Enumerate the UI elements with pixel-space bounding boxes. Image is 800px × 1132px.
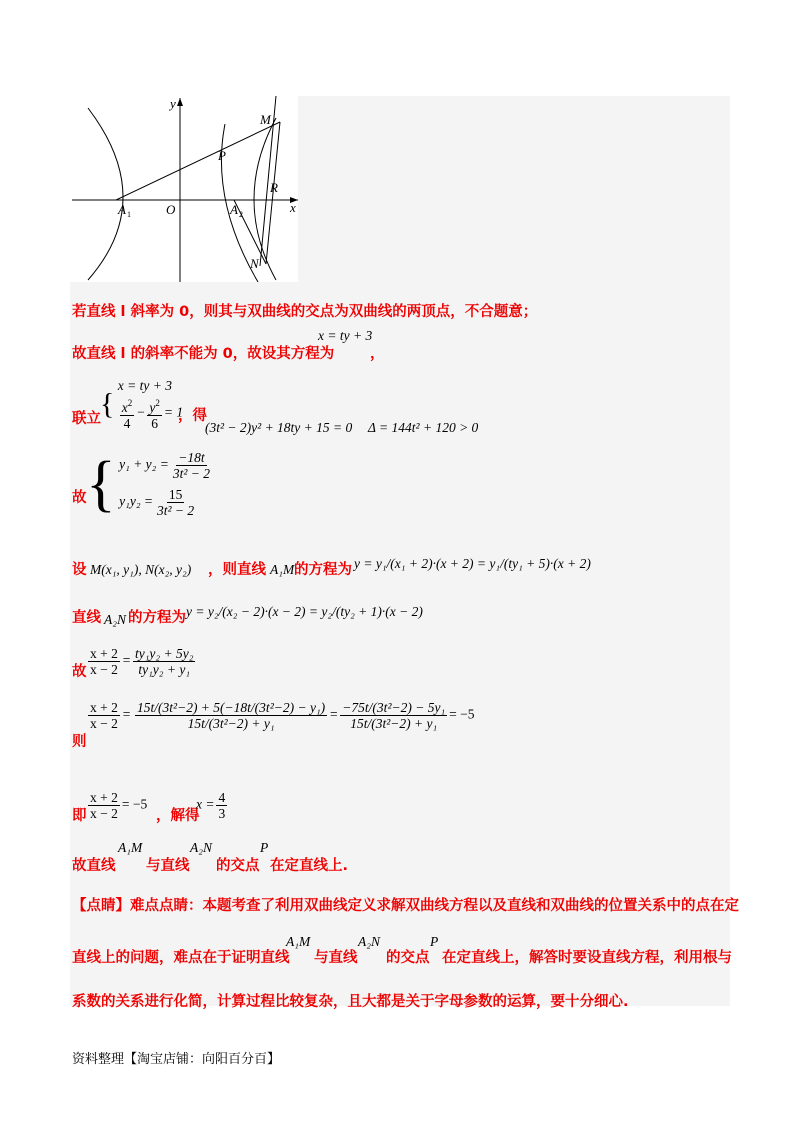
line-7-prefix: 故 xyxy=(72,664,87,680)
line-2-end: ， xyxy=(370,346,385,362)
vieta-sum: y₁ + y₂ = $\frac{-18t}{\text{3t² − 2}}$ xyxy=(119,450,211,481)
line-9-equation: $\frac{x + 2}{x - 2}$ = −5 xyxy=(90,790,148,821)
line-3-result: (3t² − 2)y² + 18ty + 15 = 0 xyxy=(205,420,353,435)
comment-line-2d: A₂N xyxy=(358,934,380,949)
label-m: M xyxy=(260,112,271,127)
comment-line-3: 系数的关系进行化简，计算过程比较复杂，且大都是关于字母参数的运算，要十分细心. xyxy=(72,994,629,1010)
footer-note: 资料整理【淘宝店铺：向阳百分百】 xyxy=(72,1052,281,1067)
system-1-eq2: $\frac{x^2}{4}$ − $\frac{y^2}{6}$ = 1 xyxy=(121,398,184,431)
line-2-equation: x = ty + 3 xyxy=(318,328,373,343)
label-a1-sub: 1 xyxy=(127,210,131,219)
label-o: O xyxy=(166,202,176,217)
line-8-equation: $\frac{x + 2}{x - 2}$ = $\frac{\text{15t/(3t²−2) + 5(−18t/(3t²−2) − y₁)}}{\text{15t/(3t²−2) + y₁}}$ = $\frac{\text{−75t/(3t²−2) − 5y₁}}{\text{15t/(3t²−2) + y₁}}$ = −5 xyxy=(90,700,475,731)
line-5-mid: ，则直线 xyxy=(208,562,266,578)
line-6-line: A₂N xyxy=(104,612,126,627)
label-y: y xyxy=(170,96,176,111)
line-2 xyxy=(72,342,334,363)
label-p: P xyxy=(218,148,226,163)
line-3-delta: Δ = 144t² + 120 > 0 xyxy=(368,420,479,435)
line-7-equation: $\frac{x + 2}{x - 2}$ = $\frac{\text{ty₁y₂ + 5y₂}}{\text{ty₁y₂ + y₁}}$ xyxy=(90,646,194,677)
line-10-e: 的交点 xyxy=(216,858,260,874)
line-6-prefix: 直线 xyxy=(72,610,101,626)
left-branch xyxy=(88,108,123,280)
label-a2: A xyxy=(230,202,238,217)
comment-line-2b: A₁M xyxy=(286,934,311,949)
line-5-prefix: 设 xyxy=(72,562,87,578)
label-x: x xyxy=(290,200,296,215)
label-n: N xyxy=(250,256,259,271)
line-6-equation: y = y₂/(x₂ − 2)·(x − 2) = y₂/(ty₂ + 1)·(x − 2) xyxy=(186,604,423,619)
system-1-eq1: x = ty + 3 xyxy=(117,378,172,393)
line-4-prefix: 故 xyxy=(72,490,87,506)
label-r: R xyxy=(270,180,278,195)
comment-line-2f: P xyxy=(430,934,439,949)
hyperbola-figure xyxy=(70,96,298,282)
line-10-b: A₁M xyxy=(118,840,143,855)
line-9-solution: x = $\frac{4}{3}$ xyxy=(196,790,226,821)
line-10-f: P xyxy=(260,840,269,855)
hyperbola-graph xyxy=(70,96,298,282)
y-axis-arrow xyxy=(177,98,183,106)
line-8-prefix: 则 xyxy=(72,734,87,750)
line-9-prefix: 即 xyxy=(72,808,87,824)
line-6-post: 的方程为 xyxy=(128,610,186,626)
system-1: { x = ty + 3 $\frac{x^2}{4}$ − $\frac{y^2}{6}$ = 1 xyxy=(100,378,184,431)
line-10-a: 故直线 xyxy=(72,858,116,874)
line-1: 若直线 l 斜率为 0，则其与双曲线的交点为双曲线的两顶点，不合题意； xyxy=(72,304,538,320)
label-a1: A xyxy=(118,202,126,217)
comment-p1: 难点点睛：本题考查了利用双曲线定义求解双曲线方程以及直线和双曲线的位置关系中的点在定 xyxy=(130,898,739,914)
label-a2-sub: 2 xyxy=(239,210,243,219)
comment-line-2a: 直线上的问题，难点在于证明直线 xyxy=(72,950,290,966)
line-a1m xyxy=(116,122,280,200)
line-3-mid: ，得 xyxy=(178,408,207,424)
line-9-mid: ，解得 xyxy=(156,808,200,824)
comment-line-2g: 在定直线上，解答时要设直线方程，利用根与 xyxy=(442,950,732,966)
line-2-text: 故直线 l 的斜率不能为 0，故设其方程为 xyxy=(72,346,335,362)
comment-line-2c: 与直线 xyxy=(314,950,358,966)
comment-line-2e: 的交点 xyxy=(386,950,430,966)
line-5-post: 的方程为 xyxy=(294,562,352,578)
line-5-points: M(x₁, y₁), N(x₂, y₂) xyxy=(90,562,192,577)
vieta-system: { y₁ + y₂ = $\frac{-18t}{\text{3t² − 2}}$ y₁y₂ = $\frac{15}{\text{3t² − 2}}$ xyxy=(86,450,214,518)
vieta-product: y₁y₂ = $\frac{15}{\text{3t² − 2}}$ xyxy=(119,487,195,518)
line-10-d: A₂N xyxy=(190,840,212,855)
line-10-c: 与直线 xyxy=(146,858,190,874)
line-3-prefix: 联立 xyxy=(72,411,101,427)
line-10-g: 在定直线上. xyxy=(270,858,349,874)
line-5-line: A₁M xyxy=(270,562,295,577)
comment-line-1 xyxy=(72,894,739,915)
line-5-equation: y = y₁/(x₁ + 2)·(x + 2) = y₁/(ty₁ + 5)·(x + 2) xyxy=(354,556,591,571)
comment-head: 【点睛】 xyxy=(72,898,130,914)
